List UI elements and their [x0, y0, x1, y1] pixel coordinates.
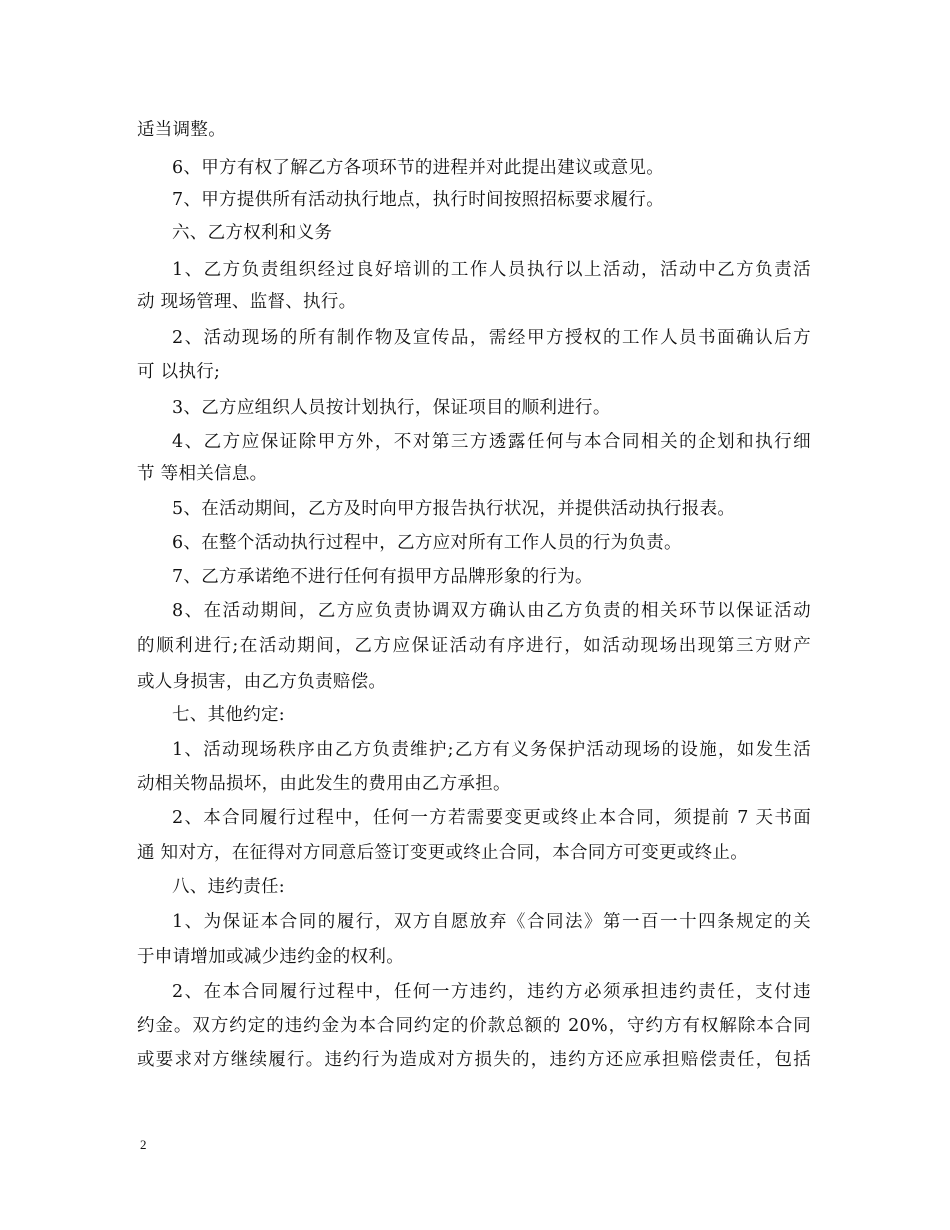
text-line: 适当调整。 — [137, 120, 226, 140]
text-line: 1、活动现场秩序由乙方负责维护;乙方有义务保护活动现场的设施，如发生活 — [172, 740, 811, 760]
text-line: 约金。双方约定的违约金为本合同约定的价款总额的 20%，守约方有权解除本合同 — [137, 1016, 811, 1036]
page-number: 2 — [140, 1137, 147, 1152]
section-heading: 六、乙方权利和义务 — [172, 223, 333, 243]
text-line: 于申请增加或减少违约金的权利。 — [137, 947, 404, 967]
text-line: 动 现场管理、监督、执行。 — [137, 292, 357, 312]
text-line: 1、乙方负责组织经过良好培训的工作人员执行以上活动，活动中乙方负责活 — [172, 260, 811, 280]
text-line: 或要求对方继续履行。违约行为造成对方损失的，违约方还应承担赔偿责任，包括 — [137, 1050, 811, 1070]
text-line: 2、在本合同履行过程中，任何一方违约，违约方必须承担违约责任，支付违 — [172, 982, 811, 1002]
section-heading: 七、其他约定: — [172, 705, 285, 725]
text-line: 动相关物品损坏，由此发生的费用由乙方承担。 — [137, 774, 511, 794]
text-line: 通 知对方，在征得对方同意后签订变更或终止合同，本合同方可变更或终止。 — [137, 843, 749, 863]
text-line: 或人身损害，由乙方负责赔偿。 — [137, 672, 387, 692]
text-line: 7、甲方提供所有活动执行地点，执行时间按照招标要求履行。 — [172, 190, 665, 210]
text-line: 6、甲方有权了解乙方各项环节的进程并对此提出建议或意见。 — [172, 158, 665, 178]
text-line: 3、乙方应组织人员按计划执行，保证项目的顺利进行。 — [172, 398, 611, 418]
text-line: 5、在活动期间，乙方及时向甲方报告执行状况，并提供活动执行报表。 — [172, 499, 736, 519]
text-line: 2、本合同履行过程中，任何一方若需要变更或终止本合同，须提前 7 天书面 — [172, 808, 811, 828]
text-line: 6、在整个活动执行过程中，乙方应对所有工作人员的行为负责。 — [172, 533, 682, 553]
text-line: 可 以执行; — [137, 362, 221, 382]
text-line: 节 等相关信息。 — [137, 464, 268, 484]
text-line: 7、乙方承诺绝不进行任何有损甲方品牌形象的行为。 — [172, 567, 593, 587]
text-line: 2、活动现场的所有制作物及宣传品，需经甲方授权的工作人员书面确认后方 — [172, 328, 811, 348]
text-line: 1、为保证本合同的履行，双方自愿放弃《合同法》第一百一十四条规定的关 — [172, 912, 811, 932]
section-heading: 八、违约责任: — [172, 877, 285, 897]
text-line: 8、在活动期间，乙方应负责协调双方确认由乙方负责的相关环节以保证活动 — [172, 601, 811, 621]
text-line: 的顺利进行;在活动期间，乙方应保证活动有序进行，如活动现场出现第三方财产 — [137, 636, 811, 656]
text-line: 4、乙方应保证除甲方外，不对第三方透露任何与本合同相关的企划和执行细 — [172, 432, 811, 452]
